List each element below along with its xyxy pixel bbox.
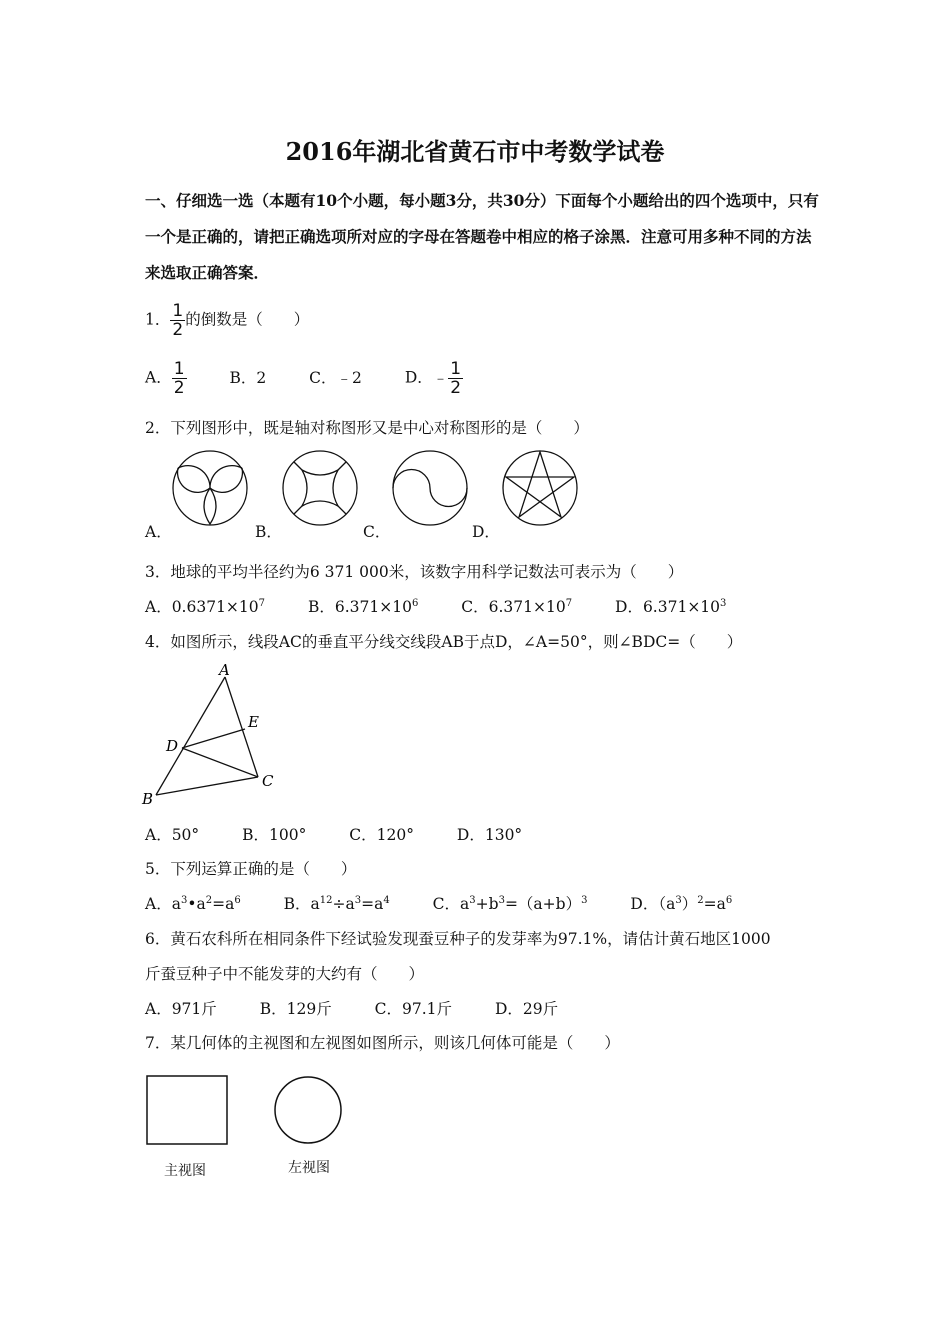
- figure-d-pentagram-circle: [503, 451, 577, 525]
- question-5: 5．下列运算正确的是（ ）: [145, 860, 357, 878]
- figure-b-concave-square-circle: [283, 451, 357, 525]
- q4-option-b: B．100°: [242, 826, 307, 844]
- page-title: 2016年湖北省黄石市中考数学试卷: [285, 137, 665, 166]
- q4-option-c: C．120°: [349, 826, 414, 844]
- q1-option-c: C．﹣2: [309, 368, 362, 387]
- segment-de: [182, 729, 245, 748]
- segment-ab: [156, 677, 225, 795]
- left-view-label: 左视图: [288, 1160, 330, 1176]
- question-6-line-2: 斤蚕豆种子中不能发芽的大约有（ ）: [145, 965, 425, 983]
- q1-option-d: D．﹣ $\frac{1}{2}$: [404, 359, 462, 398]
- q6-option-d: D．29斤: [494, 1000, 559, 1018]
- q2-label-d: D．: [472, 523, 500, 541]
- q1-fraction: $\frac{1}{2}$: [172, 301, 184, 340]
- front-view-label: 主视图: [164, 1163, 206, 1179]
- q1-option-a: A． $\frac{1}{2}$: [145, 359, 185, 398]
- q4-option-a: A．50°: [145, 826, 200, 844]
- q1-stem: 的倒数是（ ）: [185, 310, 310, 329]
- q1-option-b: B．2: [229, 368, 267, 387]
- q6-option-c: C．97.1斤: [374, 1000, 453, 1018]
- q2-label-c: C．: [363, 523, 391, 541]
- segment-dc: [182, 748, 258, 777]
- question-7: 7．某几何体的主视图和左视图如图所示，则该几何体可能是（ ）: [145, 1034, 620, 1052]
- q3-options: [145, 595, 764, 617]
- q5-option-d: D．$(a^3)^2=a^6$: [630, 895, 733, 913]
- question-2: 2．下列图形中，既是轴对称图形又是中心对称图形的是（ ）: [145, 419, 589, 437]
- q6-option-b: B．129斤: [259, 1000, 332, 1018]
- q3-option-d: D．$6.371\times 10^3$: [615, 598, 727, 616]
- question-3: 3．地球的平均半径约为6 371 000米，该数字用科学记数法可表示为（ ）: [145, 563, 684, 581]
- q4-options: [145, 823, 560, 845]
- q3-option-a: A．$0.6371\times 10^7$: [145, 598, 266, 616]
- q2-label-a: A．: [145, 523, 172, 541]
- q3-option-b: B．$6.371\times 10^6$: [307, 598, 419, 616]
- segment-bc: [156, 777, 258, 795]
- front-view-rectangle: [147, 1076, 227, 1144]
- question-4: 4．如图所示，线段AC的垂直平分线交线段AB于点D，∠A=50°，则∠BDC=（ ）: [145, 633, 743, 651]
- q7-views-figure: [140, 1068, 360, 1153]
- q5-option-a: A．$a^3•a^2=a^6$: [145, 895, 241, 913]
- point-b-label: B: [142, 790, 154, 808]
- question-1: [145, 302, 309, 339]
- q5-option-b: B．$a^{12}\div a^3=a^4$: [283, 895, 390, 913]
- q5-options: [145, 892, 770, 914]
- q1-options: [145, 360, 501, 397]
- figure-c-s-curve-circle: [393, 451, 467, 525]
- point-c-label: C: [262, 772, 274, 790]
- q2-label-b: B．: [255, 523, 282, 541]
- point-a-label: A: [219, 662, 230, 679]
- point-e-label: E: [248, 713, 259, 731]
- question-6-line-1: 6．黄石农科所在相同条件下经试验发现蚕豆种子的发芽率为97.1%，请估计黄石地区1000: [145, 930, 771, 948]
- q5-option-c: C．$a^3+b^3=(a+b)^3$: [432, 895, 588, 913]
- q4-option-d: D．130°: [456, 826, 523, 844]
- point-d-label: D: [166, 737, 179, 755]
- q6-options: [145, 997, 596, 1019]
- left-view-circle: [275, 1077, 341, 1143]
- q3-option-c: C．$6.371\times 10^7$: [461, 598, 573, 616]
- q1-number: 1．: [145, 310, 171, 329]
- section-instructions: 一、仔细选一选（本题有10个小题，每小题3分，共30分）下面每个小题给出的四个选项中，只有一个是正确的，请把正确选项所对应的字母在答题卷中相应的格子涂黑．注意可用多种不同的方法来选取正确答案．: [145, 191, 819, 282]
- figure-a-three-petal-circle: [173, 451, 247, 525]
- q4-triangle-figure: [140, 662, 290, 812]
- q6-option-a: A．971斤: [145, 1000, 217, 1018]
